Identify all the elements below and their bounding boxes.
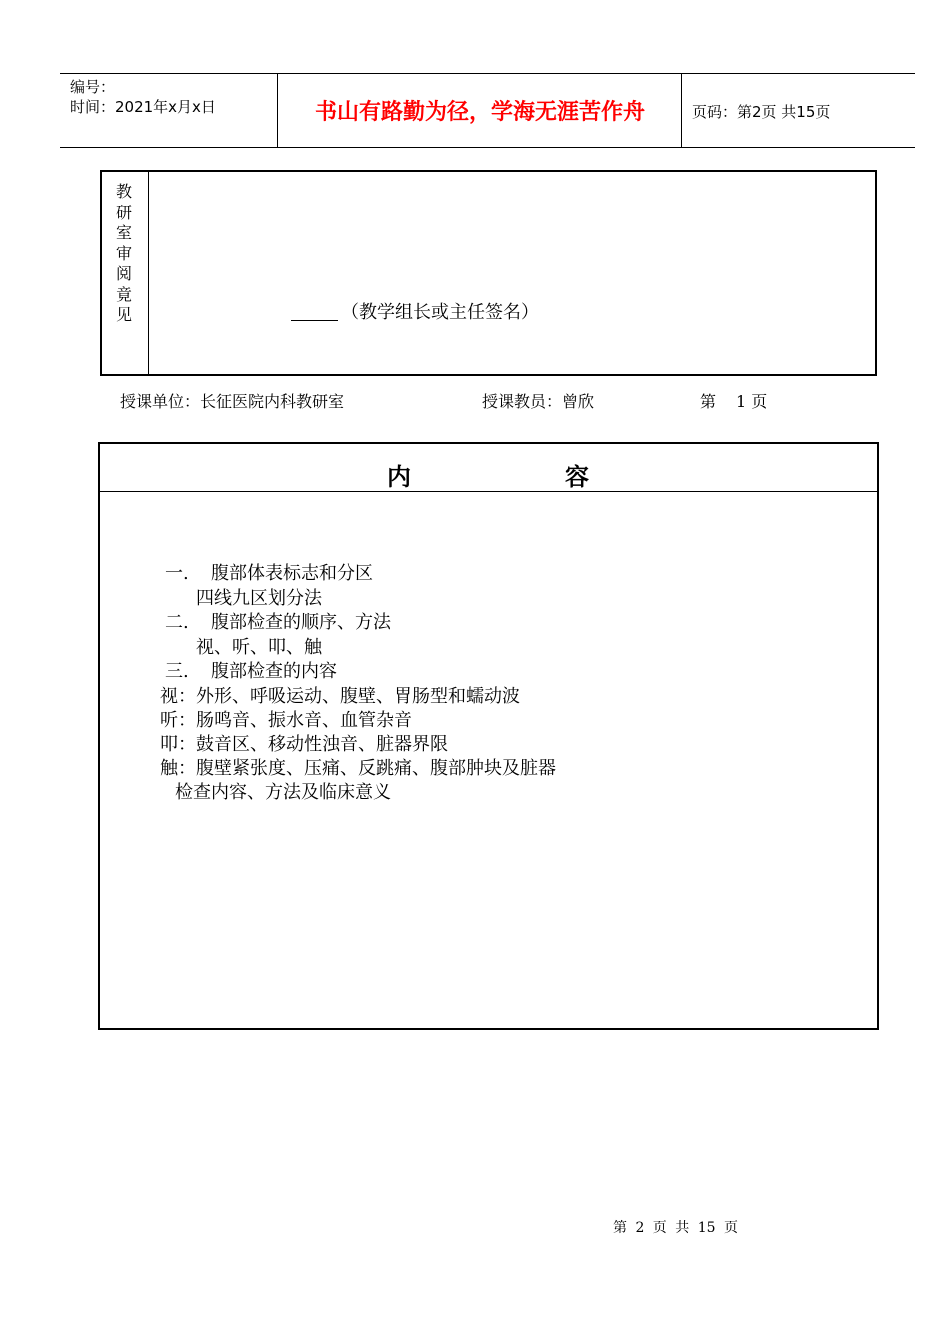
detail-line: 视：外形、呼吸运动、腹壁、胃肠型和蠕动波 xyxy=(160,686,520,707)
content-title-left: 内 xyxy=(387,462,411,491)
document-number-label: 编号： xyxy=(70,78,116,96)
outline-item-text: 腹部检查的内容 xyxy=(211,661,337,682)
detail-continuation: 检查内容、方法及临床意义 xyxy=(175,782,391,803)
review-label-char: 室 xyxy=(115,223,132,242)
header-motto: 书山有路勤为径，学海无涯苦作舟 xyxy=(314,99,645,125)
signature-note: （教学组长或主任签名） xyxy=(341,302,539,323)
outline-item-number: 一. xyxy=(165,563,189,584)
outline-item xyxy=(165,660,337,684)
detail-line: 听：肠鸣音、振水音、血管杂音 xyxy=(160,710,412,731)
outline-subitem: 四线九区划分法 xyxy=(196,588,322,609)
detail-line: 触：腹壁紧张度、压痛、反跳痛、腹部肿块及脏器 xyxy=(160,758,556,779)
review-opinion-box xyxy=(100,170,877,376)
review-label-char: 竟 xyxy=(115,284,132,304)
info-page-number: 1 页 xyxy=(736,392,768,411)
review-label-char: 见 xyxy=(115,305,132,324)
content-title-rule xyxy=(100,491,877,492)
teaching-unit: 授课单位：长征医院内科教研室 xyxy=(120,392,345,411)
outline-item-number: 三. xyxy=(165,661,189,682)
review-label-char: 阅 xyxy=(115,264,132,283)
review-opinion-label xyxy=(100,182,148,326)
outline-item-text: 腹部体表标志和分区 xyxy=(211,563,373,584)
outline-subitem: 视、听、叩、触 xyxy=(196,637,322,658)
outline-item xyxy=(165,562,373,586)
review-box-divider xyxy=(148,172,149,375)
outline-item-number: 二. xyxy=(165,612,189,633)
review-label-char: 研 xyxy=(115,202,132,222)
document-time-label: 时间：2021年x月x日 xyxy=(70,98,216,116)
signature-blank-line xyxy=(291,320,338,321)
outline-item xyxy=(165,611,391,635)
content-title-right: 容 xyxy=(565,462,589,491)
page-footer: 第 2 页 共 15 页 xyxy=(613,1220,738,1236)
header-bottom-rule xyxy=(60,147,915,148)
info-page-prefix: 第 xyxy=(700,392,717,411)
header-page-code: 页码：第2页 共15页 xyxy=(692,103,831,121)
teacher-name: 授课教员：曾欣 xyxy=(482,392,595,411)
review-label-char: 教 xyxy=(115,182,132,201)
review-label-char: 审 xyxy=(115,243,132,263)
outline-item-text: 腹部检查的顺序、方法 xyxy=(211,612,391,633)
header-top-rule xyxy=(60,73,915,74)
detail-line: 叩：鼓音区、移动性浊音、脏器界限 xyxy=(160,734,448,755)
